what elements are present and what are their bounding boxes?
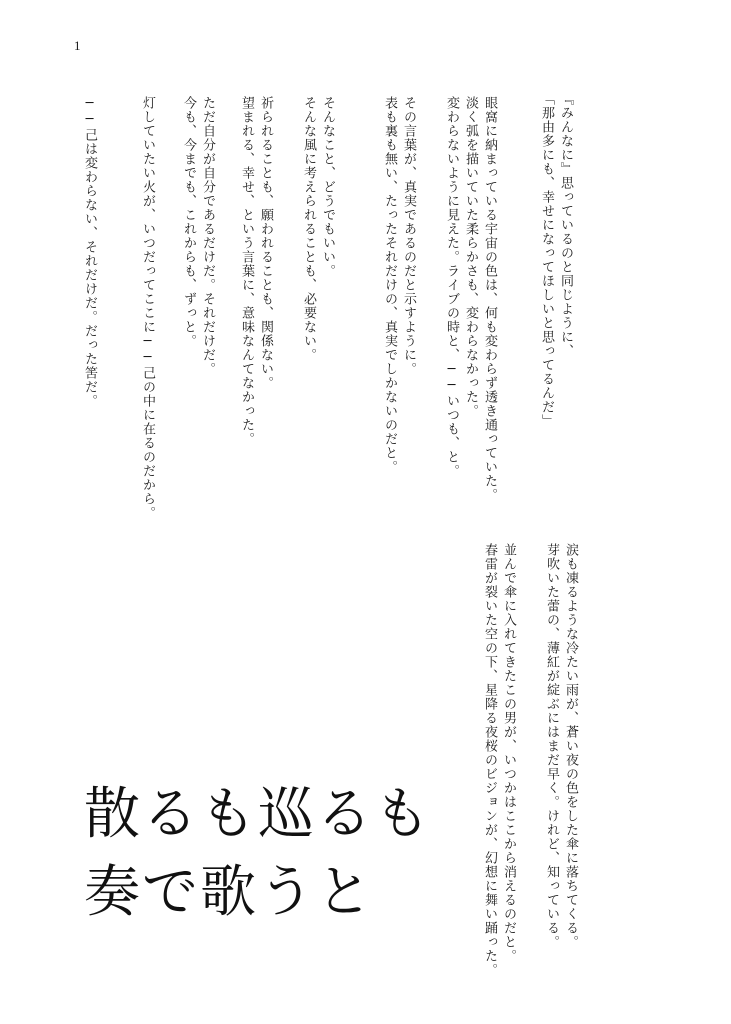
text-column: そんなこと、どうでもいい。 xyxy=(320,96,335,278)
text-column: そんな風に考えられることも、必要ない。 xyxy=(301,96,316,362)
page-number: 1 xyxy=(74,38,81,53)
text-column: その言葉が、真実であるのだと示すように。 xyxy=(401,96,416,376)
story-title xyxy=(84,776,432,932)
text-column: 眼窩に納まっている宇宙の色は、何も変わらず透き通っていた。 xyxy=(482,96,497,502)
text-column: 春雷が裂いた空の下、星降る夜桜のビジョンが、幻想に舞い踊った。 xyxy=(482,543,497,977)
title-line-2: 奏で歌うと xyxy=(84,860,374,925)
text-column: 祈られることも、願われることも、関係ない。 xyxy=(258,96,273,390)
text-column: 望まれる、幸せ、という言葉に、意味なんてなかった。 xyxy=(239,96,254,446)
text-column: 灯していたい火が、いつだってここに──己の中に在るのだから。 xyxy=(140,96,155,520)
quote-line-2: 「那由多にも、幸せになってほしいと思ってるんだ」 xyxy=(539,92,554,428)
text-column: 涙も凍るような冷たい雨が、蒼い夜の色をした傘に落ちてくる。 xyxy=(563,543,578,949)
text-column: 今も、今までも、これからも、ずっと。 xyxy=(181,96,196,348)
text-column: 芽吹いた蕾の、薄紅が綻ぶにはまだ早く。けれど、知っている。 xyxy=(544,543,559,949)
text-column: ──己は変わらない、それだけだ。だった筈だ。 xyxy=(82,96,97,408)
text-column: 淡く弧を描いていた柔らかさも、変わらなかった。 xyxy=(463,96,478,418)
text-column: 表も裏も無い、たったそれだけの、真実でしかないのだと。 xyxy=(382,96,397,474)
title-line-1: 散るも巡るも xyxy=(84,782,432,847)
text-column: 並んで傘に入れてきたこの男が、いつかはここから消えるのだと。 xyxy=(501,543,516,963)
quote-line-1: 『みんなに』思っているのと同じように、 xyxy=(558,92,573,358)
text-column: ただ自分が自分であるだけだ。それだけだ。 xyxy=(200,96,215,376)
text-column: 変わらないように見えた。ライブの時と、──いつも、と。 xyxy=(444,96,459,478)
